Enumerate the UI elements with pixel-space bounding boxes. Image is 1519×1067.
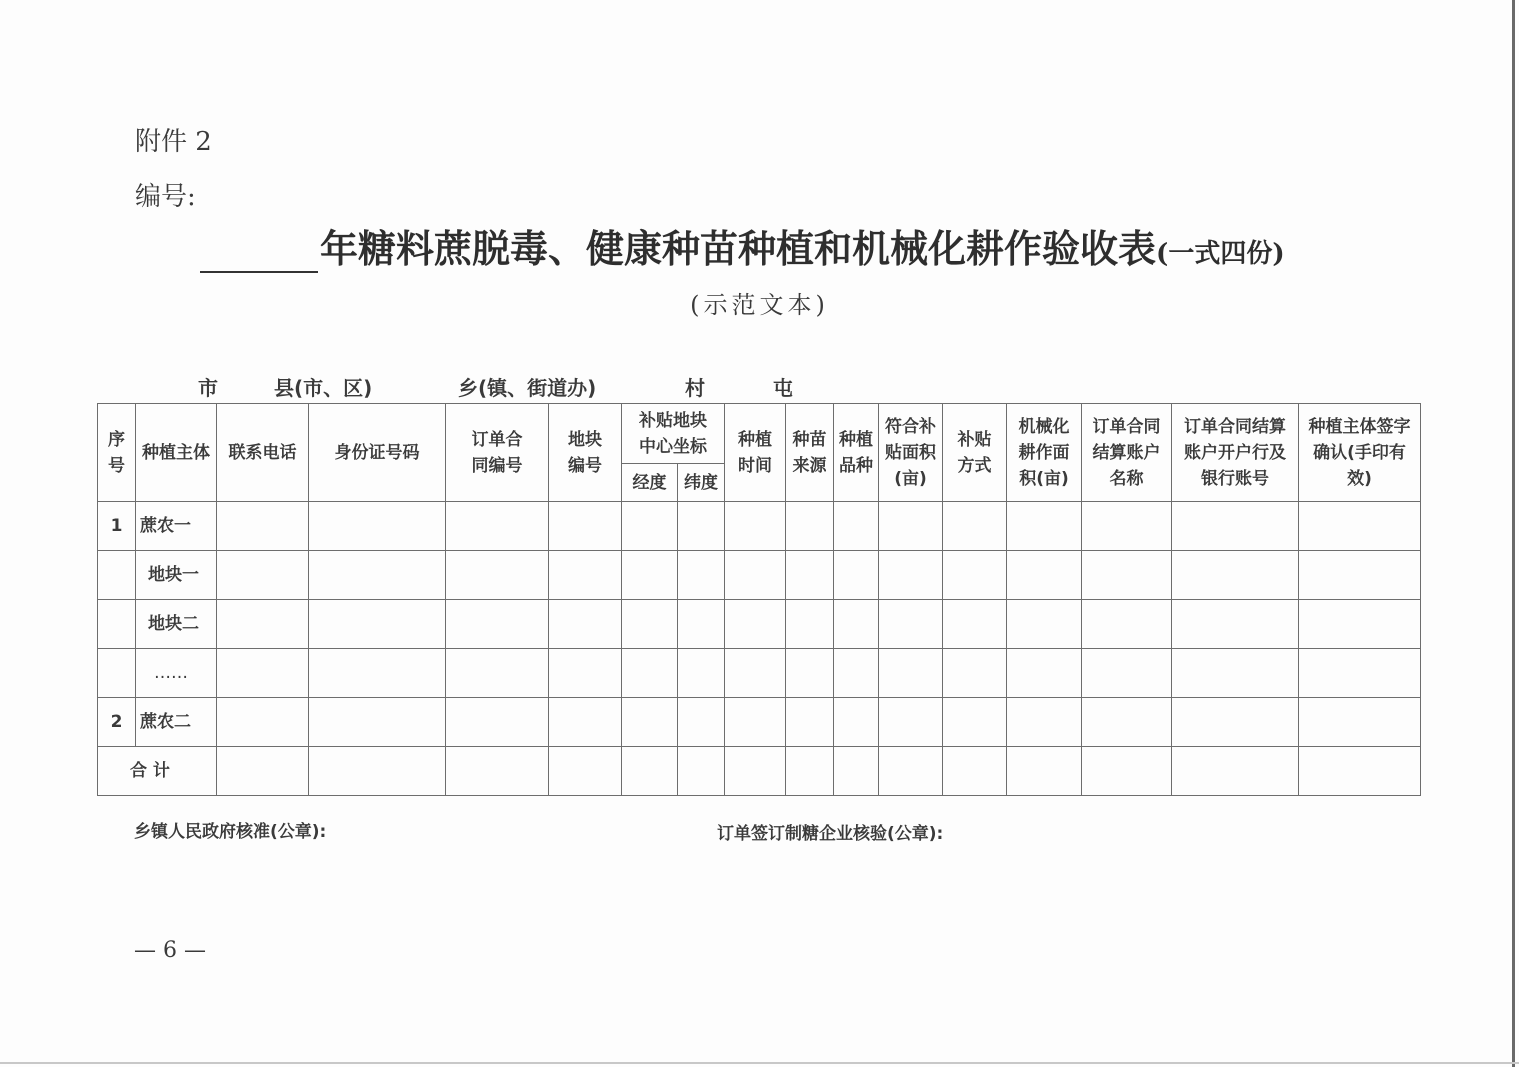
table-row (98, 502, 1421, 551)
total-row (98, 747, 1421, 796)
scan-edge (1512, 0, 1515, 1067)
header-seedling-source: 种苗来源 (786, 404, 834, 502)
header-variety: 种植品种 (834, 404, 879, 502)
enterprise-verification-seal: 订单签订制糖企业核验(公章): (717, 824, 944, 844)
header-grower: 种植主体 (136, 404, 217, 502)
header-plant-time: 种植时间 (725, 404, 786, 502)
total-label: 合 计 (98, 747, 217, 796)
address-township: 乡(镇、街道办) (458, 376, 597, 400)
header-latitude: 纬度 (678, 464, 725, 502)
header-account-name: 订单合同结算账户名称 (1082, 404, 1172, 502)
row-seq: 1 (98, 502, 136, 551)
row-grower: 地块一 (136, 551, 217, 600)
scan-edge (0, 1062, 1519, 1064)
row-seq (98, 649, 136, 698)
header-mech-area: 机械化耕作面积(亩) (1007, 404, 1082, 502)
year-blank (200, 231, 318, 273)
row-seq (98, 551, 136, 600)
address-county: 县(市、区) (274, 376, 373, 400)
header-bank-account: 订单合同结算账户开户行及银行账号 (1172, 404, 1299, 502)
row-seq (98, 600, 136, 649)
header-seq: 序号 (98, 404, 136, 502)
acceptance-table (97, 403, 1421, 796)
township-approval-seal: 乡镇人民政府核准(公章): (134, 822, 327, 842)
table-row (98, 551, 1421, 600)
header-subsidy-method: 补贴方式 (943, 404, 1007, 502)
title-text: 年糖料蔗脱毒、健康种苗种植和机械化耕作验收表 (320, 226, 1157, 271)
document-title (200, 218, 1380, 273)
row-grower: 蔗农一 (136, 502, 217, 551)
row-seq: 2 (98, 698, 136, 747)
page-number: — 6 — (134, 938, 206, 963)
row-grower: 地块二 (136, 600, 217, 649)
header-phone: 联系电话 (217, 404, 309, 502)
header-center-coords: 补贴地块中心坐标 (622, 404, 725, 464)
serial-number-label: 编号: (135, 182, 196, 212)
header-plot-no: 地块编号 (549, 404, 622, 502)
address-hamlet: 屯 (773, 376, 793, 400)
address-city: 市 (198, 376, 218, 400)
row-grower: …… (136, 649, 217, 698)
title-note: (一式四份) (1156, 239, 1285, 269)
table-row (98, 698, 1421, 747)
header-longitude: 经度 (622, 464, 678, 502)
header-eligible-area: 符合补贴面积(亩) (879, 404, 943, 502)
table-row (98, 600, 1421, 649)
header-contract-no: 订单合同编号 (446, 404, 549, 502)
table-row (98, 649, 1421, 698)
document-subtitle: (示范文本) (690, 291, 829, 319)
address-village: 村 (685, 376, 705, 400)
attachment-label: 附件 2 (135, 127, 212, 157)
row-grower: 蔗农二 (136, 698, 217, 747)
header-id-number: 身份证号码 (309, 404, 446, 502)
header-signature: 种植主体签字确认(手印有效) (1299, 404, 1421, 502)
